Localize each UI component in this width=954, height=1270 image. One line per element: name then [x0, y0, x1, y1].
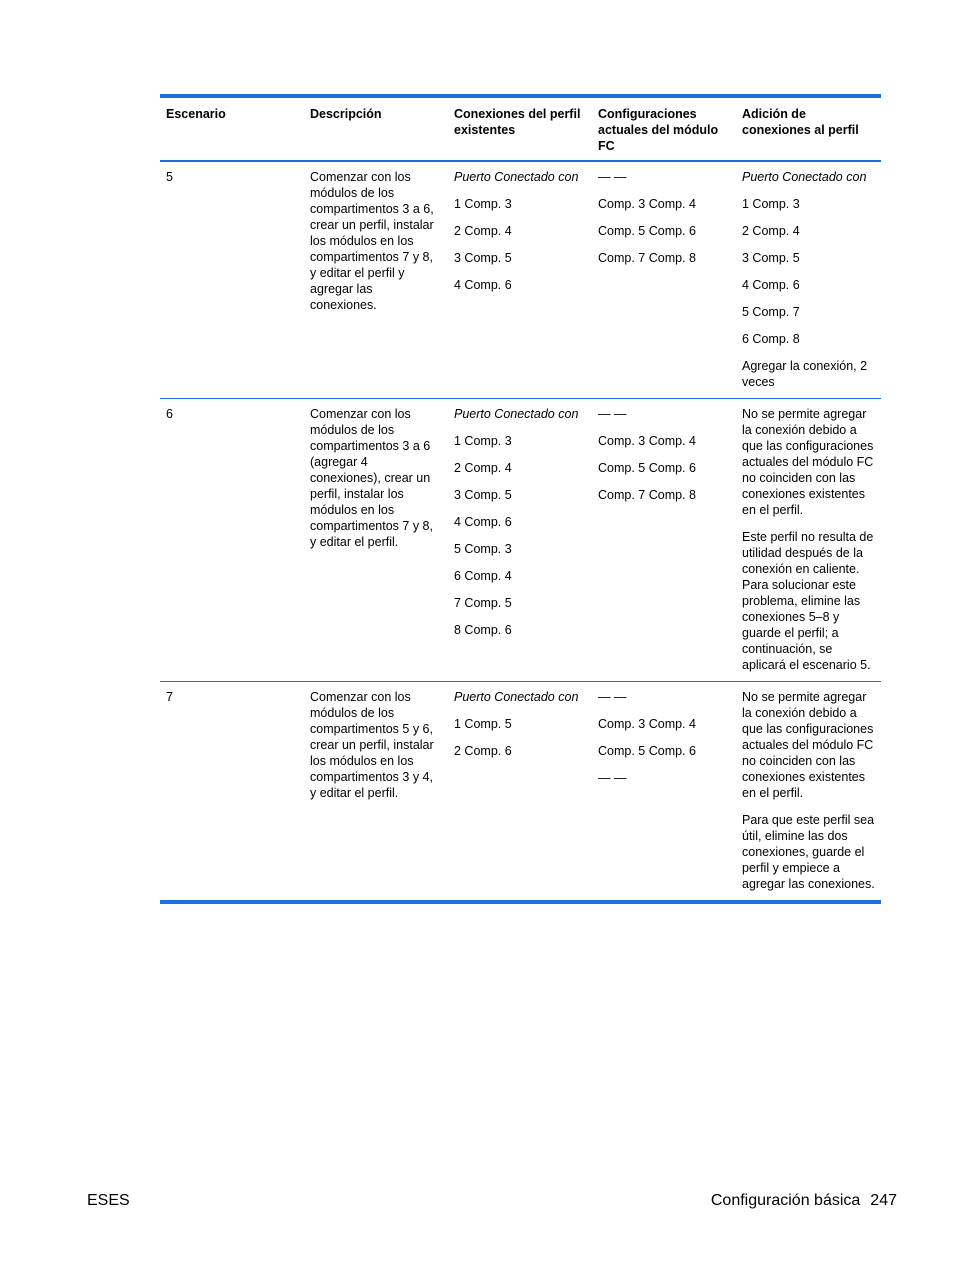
- cell-paragraph: Este perfil no resulta de utilidad después de la conexión en caliente. Para solucionar este problema, elimine las conexiones 5–8 y guarde el perfil; a continuación, se aplicará el escenario 5.: [742, 530, 874, 672]
- cell-line: 5 Comp. 3: [454, 542, 512, 556]
- page-number: 247: [870, 1192, 897, 1209]
- cell-line: — —: [598, 690, 627, 704]
- cell-line: Comp. 3 Comp. 4: [598, 717, 696, 731]
- cell-line: Comp. 3 Comp. 4: [598, 197, 696, 211]
- scenario-table: [160, 94, 881, 904]
- cell-line: 2 Comp. 4: [742, 224, 800, 238]
- cell-line: Puerto Conectado con: [454, 407, 579, 421]
- cell-escenario: 7: [166, 690, 173, 704]
- cell-descripcion: Comenzar con los módulos de los compartimentos 3 a 6, crear un perfil, instalar los módulos en los compartimentos 7 y 8, y editar el perfil y agregar las conexiones.: [310, 170, 434, 312]
- table-row: [160, 399, 881, 682]
- cell-line: Puerto Conectado con: [454, 690, 579, 704]
- cell-line: 4 Comp. 6: [742, 278, 800, 292]
- cell-line: Agregar la conexión, 2 veces: [742, 359, 868, 389]
- header-adicion: Adición de conexiones al perfil: [742, 107, 859, 137]
- cell-line: 1 Comp. 3: [742, 197, 800, 211]
- cell-descripcion: Comenzar con los módulos de los compartimentos 3 a 6 (agregar 4 conexiones), crear un perfil, instalar los módulos en los compartimentos 7 y 8, y editar el perfil.: [310, 407, 433, 549]
- cell-paragraph: No se permite agregar la conexión debido a que las configuraciones actuales del módulo FC no coinciden con las conexiones existentes en el perfil.: [742, 690, 874, 800]
- table-header-row: [160, 98, 881, 162]
- footer-locale: ESES: [87, 1192, 130, 1209]
- cell-escenario: 6: [166, 407, 173, 421]
- cell-line: 1 Comp. 3: [454, 197, 512, 211]
- cell-line: Comp. 7 Comp. 8: [598, 251, 696, 265]
- cell-escenario: 5: [166, 170, 173, 184]
- cell-configuraciones: [592, 399, 736, 681]
- cell-paragraph: Para que este perfil sea útil, elimine las dos conexiones, guarde el perfil y empiece a agregar las conexiones.: [742, 813, 875, 891]
- header-escenario: Escenario: [166, 107, 226, 121]
- cell-line: Comp. 5 Comp. 6: [598, 744, 696, 758]
- cell-line: Puerto Conectado con: [454, 170, 579, 184]
- cell-line: — —: [598, 407, 627, 421]
- cell-adicion: [736, 682, 881, 900]
- table-row: [160, 162, 881, 399]
- cell-line: 3 Comp. 5: [454, 251, 512, 265]
- cell-line: 3 Comp. 5: [742, 251, 800, 265]
- cell-line: 1 Comp. 3: [454, 434, 512, 448]
- cell-line: 2 Comp. 4: [454, 224, 512, 238]
- cell-line: 2 Comp. 4: [454, 461, 512, 475]
- header-configuraciones: Configuraciones actuales del módulo FC: [598, 107, 719, 153]
- cell-adicion: [736, 399, 881, 681]
- footer-section-title: Configuración básica: [710, 1192, 861, 1209]
- cell-line: Comp. 7 Comp. 8: [598, 488, 696, 502]
- cell-paragraph: No se permite agregar la conexión debido a que las configuraciones actuales del módulo FC no coinciden con las conexiones existentes en el perfil.: [742, 407, 874, 517]
- cell-line: 6 Comp. 4: [454, 569, 512, 583]
- cell-descripcion: Comenzar con los módulos de los compartimentos 5 y 6, crear un perfil, instalar los módulos en los compartimentos 3 y 4, y editar el perfil.: [310, 690, 434, 800]
- cell-conexiones: [448, 162, 592, 398]
- cell-line: Comp. 5 Comp. 6: [598, 224, 696, 238]
- header-descripcion: Descripción: [310, 107, 382, 121]
- cell-line: 7 Comp. 5: [454, 596, 512, 610]
- cell-conexiones: [448, 682, 592, 900]
- cell-line: 6 Comp. 8: [742, 332, 800, 346]
- table-row: [160, 682, 881, 900]
- cell-line: 4 Comp. 6: [454, 278, 512, 292]
- cell-line: 1 Comp. 5: [454, 717, 512, 731]
- cell-line: — —: [598, 170, 627, 184]
- cell-line: Comp. 3 Comp. 4: [598, 434, 696, 448]
- header-conexiones: Conexiones del perfil existentes: [454, 107, 581, 137]
- footer-page-info: [711, 1191, 897, 1211]
- cell-line: 8 Comp. 6: [454, 623, 512, 637]
- cell-configuraciones: [592, 162, 736, 398]
- cell-line: 2 Comp. 6: [454, 744, 512, 758]
- cell-conexiones: [448, 399, 592, 681]
- cell-line: 5 Comp. 7: [742, 305, 800, 319]
- cell-line: Comp. 5 Comp. 6: [598, 461, 696, 475]
- cell-adicion: [736, 162, 881, 398]
- cell-configuraciones: [592, 682, 736, 900]
- cell-line: 4 Comp. 6: [454, 515, 512, 529]
- cell-line: — —: [598, 771, 627, 785]
- cell-line: Puerto Conectado con: [742, 170, 867, 184]
- cell-line: 3 Comp. 5: [454, 488, 512, 502]
